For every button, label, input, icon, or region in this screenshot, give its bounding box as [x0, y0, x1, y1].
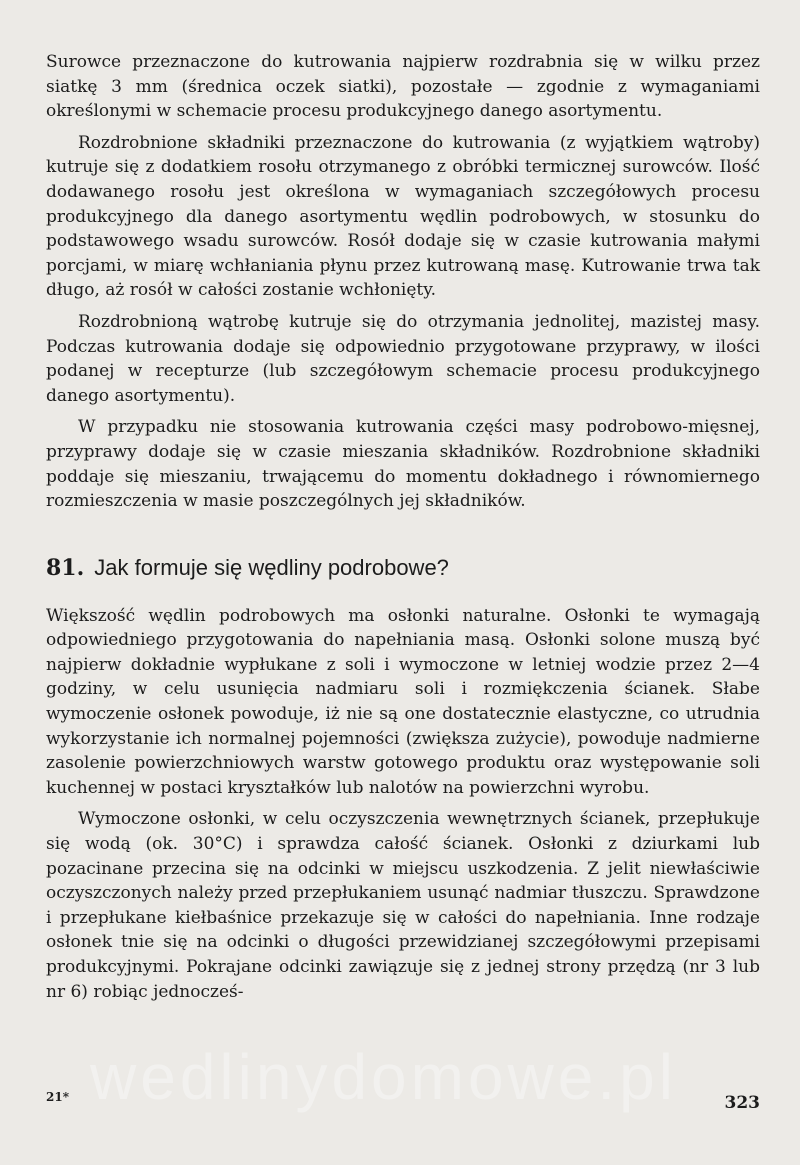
section-heading: [46, 554, 760, 582]
paragraph-4: W przypadku nie stosowania kutrowania części masy podrobowo-mięsnej, przyprawy dodaje się w czasie mieszania składników. Rozdrobnione składniki poddaje się mieszaniu, trwającemu do momentu dokładnego i równomiernego rozmieszczenia w masie poszczególnych jej składników.: [46, 417, 760, 512]
paragraph-5: Większość wędlin podrobowych ma osłonki naturalne. Osłonki te wymagają odpowiedniego przygotowania do napełniania masą. Osłonki solone muszą być najpierw dokładnie wypłukane z soli i wymoczone w letniej wodzie przez 2—4 godziny, w celu usunięcia nadmiaru soli i rozmiękczenia ścianek. Słabe wymoczenie osłonek powoduje, iż nie są one dostatecznie elastyczne, co utrudnia wykorzystanie ich normalnej pojemności (zwiększa zużycie), powoduje nadmierne zasolenie powierzchniowych warstw gotowego produktu oraz występowanie soli kuchennej w postaci kryształków lub nalotów na powierzchni wyrobu.: [46, 605, 760, 798]
paragraph-1: Surowce przeznaczone do kutrowania najpierw rozdrabnia się w wilku przez siatkę 3 mm (średnica oczek siatki), pozostałe — zgodnie z wymaganiami określonymi w schemacie procesu produkcyjnego danego asortymentu.: [46, 52, 760, 122]
section-title: Jak formuje się wędliny podrobowe?: [94, 554, 449, 580]
paragraph-2: Rozdrobnione składniki przeznaczone do kutrowania (z wyjątkiem wątroby) kutruje się z dodatkiem rosołu otrzymanego z obróbki termicznej surowców. Ilość dodawanego rosołu jest określona w wymaganiach szczegółowych procesu produkcyjnego dla danego asortymentu wędlin podrobowych, w stosunku do podstawowego wsadu surowców. Rosół dodaje się w czasie kutrowania małymi porcjami, w miarę wchłaniania płynu przez kutrowaną masę. Kutrowanie trwa tak długo, aż rosół w całości zostanie wchłonięty.: [46, 132, 760, 301]
paragraph-3: Rozdrobnioną wątrobę kutruje się do otrzymania jednolitej, mazistej masy. Podczas kutrowania dodaje się odpowiednio przygotowane przyprawy, w ilości podanej w recepturze (lub szczegółowym schemacie procesu produkcyjnego danego asortymentu).: [46, 311, 760, 406]
watermark: wedlinydomowe.pl: [90, 1041, 677, 1113]
page-number: 323: [724, 1093, 760, 1113]
paragraph-6: Wymoczone osłonki, w celu oczyszczenia wewnętrznych ścianek, przepłukuje się wodą (ok. 30°C) i sprawdza całość ścianek. Osłonki z dziurkami lub pozacinane przecina się na odcinki w miejscu uszkodzenia. Z jelit niewłaściwie oczyszczonych należy przed przepłukaniem usunąć nadmiar tłuszczu. Sprawdzone i przepłukane kiełbaśnice przekazuje się w całości do napełniania. Inne rodzaje osłonek tnie się na odcinki o długości przewidzianej szczegółowymi przepisami produkcyjnymi. Pokrajane odcinki zawiązuje się z jednej strony przędzą (nr 3 lub nr 6) robiąc jednocześ-: [46, 809, 760, 1002]
printer-signature: 21*: [46, 1090, 69, 1104]
section-number: 81.: [46, 554, 85, 581]
